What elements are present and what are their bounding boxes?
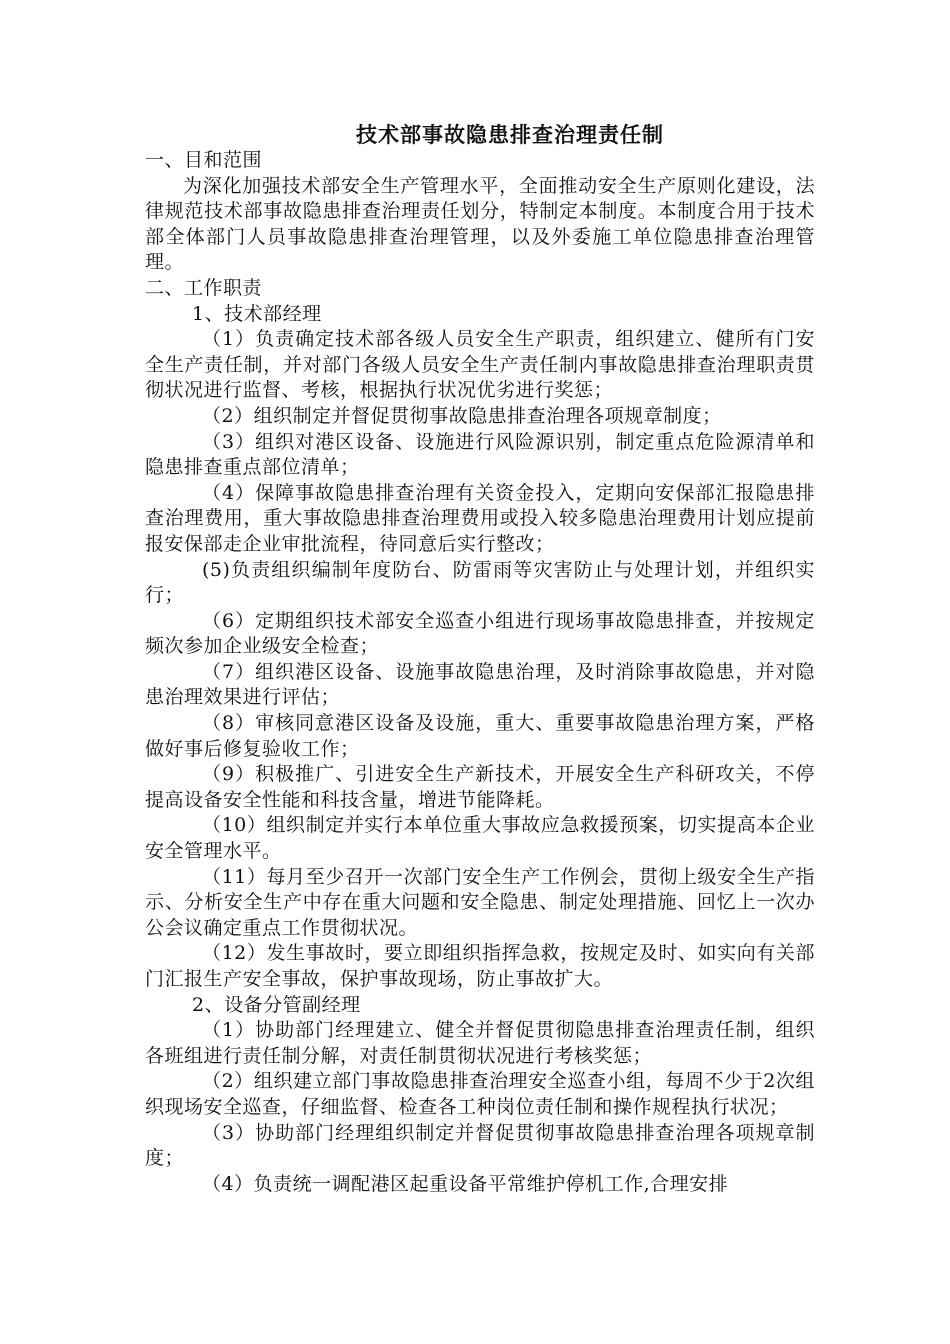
list-item: （6）定期组织技术部安全巡查小组进行现场事故隐患排查，并按规定频次参加企业级安全检查； [145,609,815,658]
list-item: （4）保障事故隐患排查治理有关资金投入，定期向安保部汇报隐患排查治理费用，重大事故隐患排查治理费用或投入较多隐患治理费用计划应提前报安保部走企业审批流程，待同意后实行整改； [145,481,815,555]
document-title: 技术部事故隐患排查治理责任制 [356,122,664,147]
list-item: （1）协助部门经理建立、健全并督促贯彻隐患排查治理责任制，组织各班组进行责任制分解，对责任制贯彻状况进行考核奖惩； [145,1019,815,1067]
list-item: （10）组织制定并实行本单位重大事故应急救援预案，切实提高本企业安全管理水平。 [145,814,815,863]
list-item: （1）负责确定技术部各级人员安全生产职责，组织建立、健所有门安全生产责任制，并对部门各级人员安全生产责任制内事故隐患排查治理职责贯彻状况进行监督、考核，根据执行状况优劣进行奖惩； [145,328,815,402]
list-item: （3）协助部门经理组织制定并督促贯彻事故隐患排查治理各项规章制度； [145,1121,815,1170]
section-heading: 一、目和范围 [145,149,263,171]
list-item: （12）发生事故时，要立即组织指挥急救，按规定及时、如实向有关部门汇报生产安全事故，保护事故现场，防止事故扩大。 [145,942,815,990]
list-item: （9）积极推广、引进安全生产新技术，开展安全生产科研攻关，不停提高设备安全性能和科技含量，增进节能降耗。 [145,763,815,811]
list-item: （4）负责统一调配港区起重设备平常维护停机工作,合理安排 [202,1172,729,1195]
subsection-heading: 1、技术部经理 [192,302,322,325]
list-item: (5)负责组织编制年度防台、防雷雨等灾害防止与处理计划，并组织实行； [145,558,815,607]
list-item: （2）组织制定并督促贯彻事故隐患排查治理各项规章制度； [202,404,722,427]
list-item: （3）组织对港区设备、设施进行风险源识别，制定重点危险源清单和隐患排查重点部位清单； [145,430,815,479]
subsection-heading: 2、设备分管副经理 [192,993,361,1016]
list-item: （11）每月至少召开一次部门安全生产工作例会，贯彻上级安全生产指示、分析安全生产中存在重大问题和安全隐患、制定处理措施、回忆上一次办公会议确定重点工作贯彻状况。 [145,865,815,939]
list-item: （8）审核同意港区设备及设施，重大、重要事故隐患治理方案，严格做好事后修复验收工作； [145,712,815,760]
paragraph: 为深化加强技术部安全生产管理水平，全面推动安全生产原则化建设，法律规范技术部事故隐患排查治理责任划分，特制定本制度。本制度合用于技术部全体部门人员事故隐患排查治理管理，以及外委施工单位隐患排查治理管理。 [145,174,815,274]
document-body [145,148,815,1197]
list-item: （2）组织建立部门事故隐患排查治理安全巡查小组，每周不少于2次组织现场安全巡查，仔细监督、检查各工种岗位责任制和操作规程执行状况； [145,1070,815,1118]
list-item: （7）组织港区设备、设施事故隐患治理，及时消除事故隐患，并对隐患治理效果进行评估； [145,660,815,709]
section-heading: 二、工作职责 [145,276,263,299]
